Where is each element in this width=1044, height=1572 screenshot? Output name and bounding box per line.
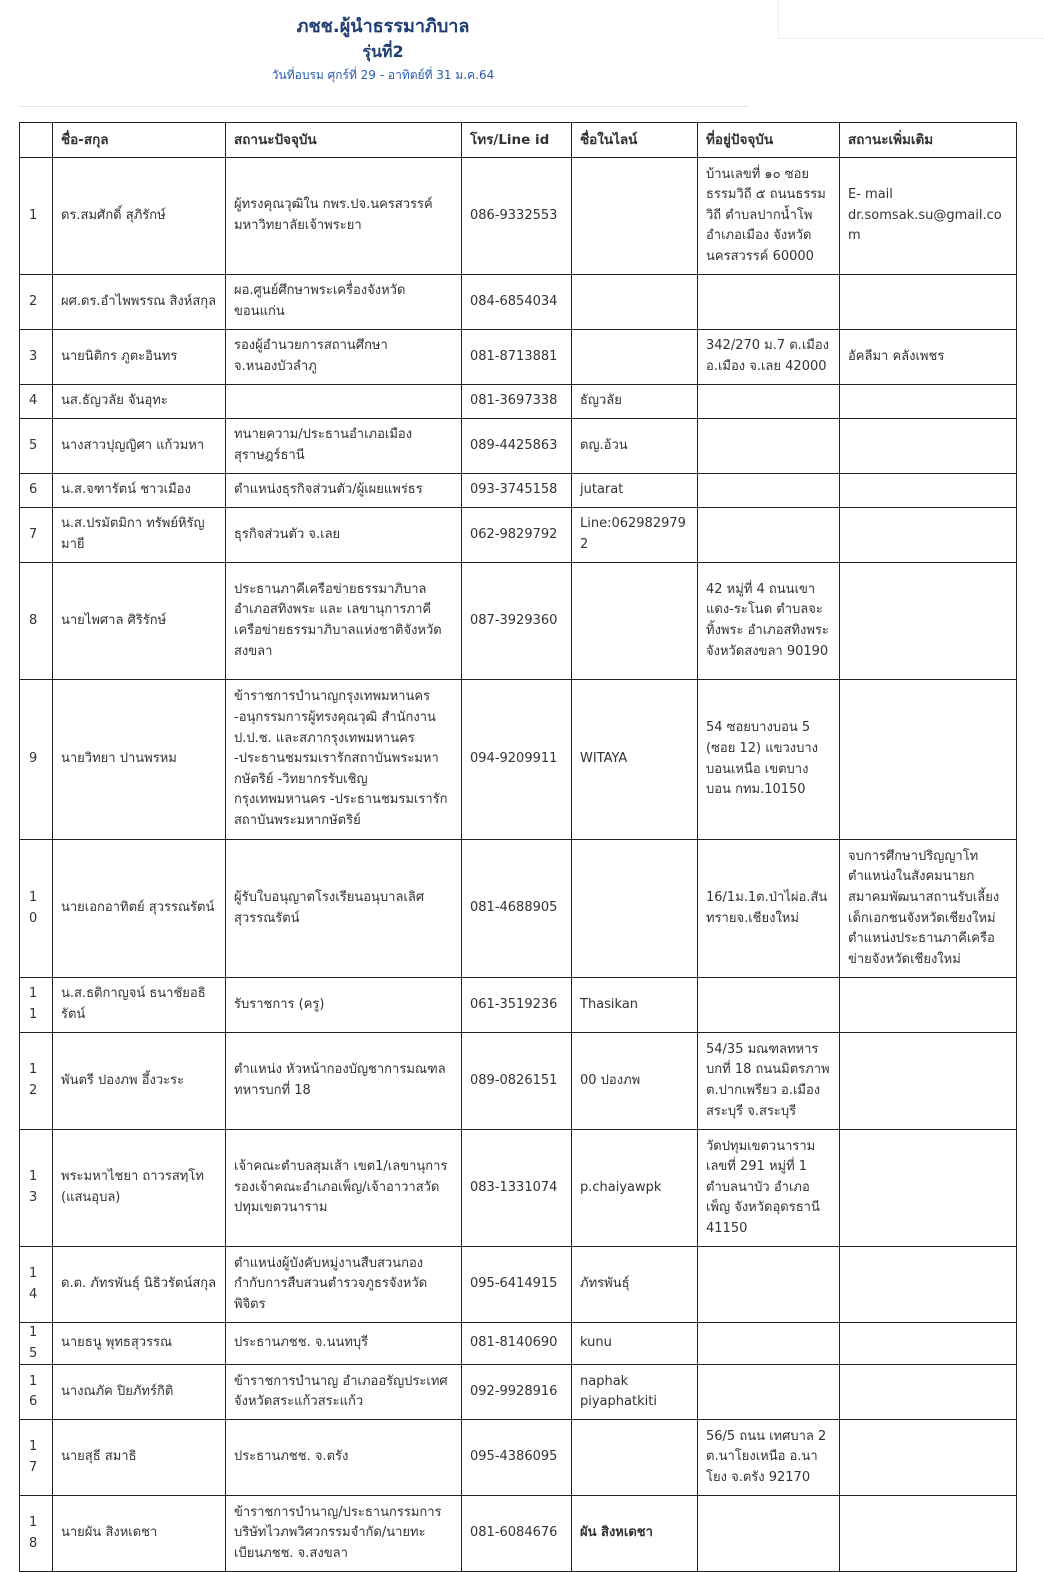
table-row — [20, 1247, 1017, 1323]
table-row — [20, 978, 1017, 1033]
page-header — [18, 0, 748, 107]
row-number: 16 — [20, 1365, 53, 1420]
additional-info — [840, 419, 1017, 474]
phone-number: 086-9332553 — [462, 158, 572, 275]
current-status: ผู้ทรงคุณวุฒิใน กพร.ปจ.นครสวรรค์ มหาวิทยาลัยเจ้าพระยา — [226, 158, 462, 275]
participant-name: พระมหาไชยา ถาวรสทฺโท (แสนอุบล) — [53, 1130, 226, 1247]
current-address — [698, 419, 840, 474]
table-row — [20, 1365, 1017, 1420]
current-status: รับราชการ (ครู) — [226, 978, 462, 1033]
current-status — [226, 385, 462, 419]
phone-number: 081-3697338 — [462, 385, 572, 419]
current-status: ตำแหน่ง หัวหน้ากองบัญชาการมณฑลทหารบกที่ 18 — [226, 1033, 462, 1130]
table-row — [20, 385, 1017, 419]
additional-info — [840, 1130, 1017, 1247]
table-row — [20, 158, 1017, 275]
training-date: วันที่อบรม ศุกร์ที่ 29 - อาทิตย์ที่ 31 ม.ค.64 — [271, 68, 495, 82]
row-number: 11 — [20, 978, 53, 1033]
line-name: p.chaiyawpk — [572, 1130, 698, 1247]
table-row — [20, 840, 1017, 978]
participant-name: ดร.สมศักดิ์ สุภิรักษ์ — [53, 158, 226, 275]
additional-info — [840, 1496, 1017, 1572]
table-row — [20, 1033, 1017, 1130]
column-header-line-name: ชื่อในไลน์ — [572, 123, 698, 158]
participant-name: น.ส.ธติกาญจน์ ธนาชัยอธิรัตน์ — [53, 978, 226, 1033]
top-right-panel — [778, 0, 1044, 39]
current-address — [698, 1365, 840, 1420]
phone-number: 081-4688905 — [462, 840, 572, 978]
phone-number: 083-1331074 — [462, 1130, 572, 1247]
table-row — [20, 1323, 1017, 1365]
row-number: 2 — [20, 275, 53, 330]
phone-number: 094-9209911 — [462, 680, 572, 840]
participant-name: พันตรี ปองภพ อึ้งวะระ — [53, 1033, 226, 1130]
column-header-name: ชื่อ-สกุล — [53, 123, 226, 158]
phone-number: 081-6084676 — [462, 1496, 572, 1572]
additional-info — [840, 385, 1017, 419]
participant-name: นายผัน สิงหเดชา — [53, 1496, 226, 1572]
additional-info — [840, 680, 1017, 840]
row-number: 1 — [20, 158, 53, 275]
table-header-row — [20, 123, 1017, 158]
line-name: ดญ.อ้วน — [572, 419, 698, 474]
line-name: WITAYA — [572, 680, 698, 840]
phone-number: 084-6854034 — [462, 275, 572, 330]
participant-name: นายเอกอาทิตย์ สุวรรณรัตน์ — [53, 840, 226, 978]
additional-info — [840, 1420, 1017, 1496]
additional-info — [840, 563, 1017, 680]
additional-info — [840, 1247, 1017, 1323]
line-name: Line:0629829792 — [572, 508, 698, 563]
line-name: kunu — [572, 1323, 698, 1365]
table-row — [20, 1130, 1017, 1247]
current-status: ตำแหน่งผู้บังคับหมู่งานสืบสวนกองกำกับการสืบสวนตำรวจภูธรจังหวัดพิจิตร — [226, 1247, 462, 1323]
participant-name: ด.ต. ภัทรพันธุ์ นิธิวรัตน์สกุล — [53, 1247, 226, 1323]
phone-number: 092-9928916 — [462, 1365, 572, 1420]
current-address — [698, 385, 840, 419]
current-status: ผอ.ศูนย์ศึกษาพระเครื่องจังหวัดขอนแก่น — [226, 275, 462, 330]
current-status: ข้าราชการบำนาญ อำเภออรัญประเทศ จังหวัดสระแก้วสระแก้ว — [226, 1365, 462, 1420]
phone-number: 093-3745158 — [462, 474, 572, 508]
current-status: ผู้รับใบอนุญาตโรงเรียนอนุบาลเลิศสุวรรณรัตน์ — [226, 840, 462, 978]
line-name — [572, 840, 698, 978]
line-name: Thasikan — [572, 978, 698, 1033]
additional-info — [840, 978, 1017, 1033]
participant-name: นส.ธัญวลัย จันอุทะ — [53, 385, 226, 419]
participant-name: นายธนู พุทธสุวรรณ — [53, 1323, 226, 1365]
line-name — [572, 1420, 698, 1496]
current-status: ประธานภาคีเครือข่ายธรรมาภิบาลอำเภอสทิงพระ และ เลขานุการภาคีเครือข่ายธรรมาภิบาลแห่งชาติจังหวัดสงขลา — [226, 563, 462, 680]
row-number: 17 — [20, 1420, 53, 1496]
table-row — [20, 275, 1017, 330]
line-name: ผัน สิงหเดชา — [572, 1496, 698, 1572]
line-name: naphak piyaphatkiti — [572, 1365, 698, 1420]
row-number: 4 — [20, 385, 53, 419]
additional-info — [840, 275, 1017, 330]
row-number: 12 — [20, 1033, 53, 1130]
line-name — [572, 563, 698, 680]
table-row — [20, 508, 1017, 563]
current-address — [698, 275, 840, 330]
current-address: 56/5 ถนน เทศบาล 2 ต.นาโยงเหนือ อ.นาโยง จ.ตรัง 92170 — [698, 1420, 840, 1496]
phone-number: 087-3929360 — [462, 563, 572, 680]
row-number: 9 — [20, 680, 53, 840]
current-address: 54 ซอยบางบอน 5 (ซอย 12) แขวงบางบอนเหนือ เขตบางบอน กทม.10150 — [698, 680, 840, 840]
participant-name: น.ส.ปรมัตมิกา ทรัพย์หิรัญมายี — [53, 508, 226, 563]
line-name: ธัญวลัย — [572, 385, 698, 419]
phone-number: 062-9829792 — [462, 508, 572, 563]
current-status: ประธานภชช. จ.นนทบุรี — [226, 1323, 462, 1365]
row-number: 7 — [20, 508, 53, 563]
participant-name: นางสาวปุญญิศา แก้วมหา — [53, 419, 226, 474]
page-subtitle: รุ่นที่2 — [362, 42, 404, 61]
current-address: 54/35 มณฑลทหารบกที่ 18 ถนนมิตรภาพ ต.ปากเพรียว อ.เมือง สระบุรี จ.สระบุรี — [698, 1033, 840, 1130]
row-number: 18 — [20, 1496, 53, 1572]
additional-info: E- mail dr.somsak.su@gmail.com — [840, 158, 1017, 275]
participant-name: ผศ.ดร.อำไพพรรณ สิงห์สกุล — [53, 275, 226, 330]
additional-info — [840, 508, 1017, 563]
additional-info — [840, 1365, 1017, 1420]
participant-name: นางณภัค ปิยภัทร์กิติ — [53, 1365, 226, 1420]
column-header-status: สถานะปัจจุบัน — [226, 123, 462, 158]
row-number: 15 — [20, 1323, 53, 1365]
current-address — [698, 1247, 840, 1323]
participant-table — [19, 122, 1017, 1572]
table-row — [20, 1420, 1017, 1496]
current-status: ธุรกิจส่วนตัว จ.เลย — [226, 508, 462, 563]
participant-name: นายนิติกร ภูตะอินทร — [53, 330, 226, 385]
line-name — [572, 275, 698, 330]
row-number: 13 — [20, 1130, 53, 1247]
phone-number: 089-0826151 — [462, 1033, 572, 1130]
additional-info — [840, 1033, 1017, 1130]
current-address: บ้านเลขที่ ๑๐ ซอยธรรมวิถี ๕ ถนนธรรมวิถี ตำบลปากน้ำโพ อำเภอเมือง จังหวัดนครสวรรค์ 60000 — [698, 158, 840, 275]
line-name: ภัทรพันธุ์ — [572, 1247, 698, 1323]
table-row — [20, 474, 1017, 508]
phone-number: 089-4425863 — [462, 419, 572, 474]
table-row — [20, 680, 1017, 840]
current-address — [698, 508, 840, 563]
additional-info: จบการศึกษาปริญญาโท ตำแหน่งในสังคมนายกสมาคมพัฒนาสถานรับเลี้ยงเด็กเอกชนจังหวัดเชียงใหม่ ตำแหน่งประธานภาคีเครือข่ายจังหวัดเชียงใหม่ — [840, 840, 1017, 978]
participant-name: นายวิทยา ปานพรหม — [53, 680, 226, 840]
current-status: ทนายความ/ประธานอำเภอเมืองสุราษฎร์ธานี — [226, 419, 462, 474]
row-number: 6 — [20, 474, 53, 508]
row-number: 10 — [20, 840, 53, 978]
current-status: ข้าราชการบำนาญ/ประธานกรรมการบริษัทไวภพวิศวกรรมจำกัด/นายทะเบียนภชช. จ.สงขลา — [226, 1496, 462, 1572]
current-address — [698, 1496, 840, 1572]
current-address — [698, 1323, 840, 1365]
column-header-address: ที่อยู่ปัจจุบัน — [698, 123, 840, 158]
row-number: 5 — [20, 419, 53, 474]
table-row — [20, 1496, 1017, 1572]
row-number: 8 — [20, 563, 53, 680]
table-row — [20, 563, 1017, 680]
current-status: เจ้าคณะตำบลสุมเส้า เขต1/เลขานุการรองเจ้าคณะอำเภอเพ็ญ/เจ้าอาวาสวัดปทุมเขตวนาราม — [226, 1130, 462, 1247]
line-name: 00 ปองภพ — [572, 1033, 698, 1130]
current-address — [698, 978, 840, 1033]
phone-number: 081-8140690 — [462, 1323, 572, 1365]
page-title: ภชช.ผู้นำธรรมาภิบาล — [296, 16, 470, 37]
current-address: 342/270 ม.7 ต.เมือง อ.เมือง จ.เลย 42000 — [698, 330, 840, 385]
phone-number: 095-6414915 — [462, 1247, 572, 1323]
table-row — [20, 419, 1017, 474]
row-number: 3 — [20, 330, 53, 385]
current-status: ข้าราชการบำนาญกรุงเทพมหานคร -อนุกรรมการผู้ทรงคุณวุฒิ สำนักงาน ป.ป.ช. และสภากรุงเทพมหานคร -ประธานชมรมเรารักสถาบันพระมหากษัตริย์ -วิทยากรรับเชิญกรุงเทพมหานคร -ประธานชมรมเรารักสถาบันพระมหากษัตริย์ — [226, 680, 462, 840]
participant-name: นายสุธี สมาธิ — [53, 1420, 226, 1496]
additional-info: อัคลีมา คลังเพชร — [840, 330, 1017, 385]
column-header-phone: โทร/Line id — [462, 123, 572, 158]
phone-number: 061-3519236 — [462, 978, 572, 1033]
table-row — [20, 330, 1017, 385]
current-address — [698, 474, 840, 508]
additional-info — [840, 474, 1017, 508]
current-status: ประธานภชช. จ.ตรัง — [226, 1420, 462, 1496]
current-status: ตำแหน่งธุรกิจส่วนตัว/ผู้เผยแพร่ธร — [226, 474, 462, 508]
additional-info — [840, 1323, 1017, 1365]
participant-name: นายไพศาล ศิริรักษ์ — [53, 563, 226, 680]
current-address: วัดปทุมเขตวนาราม เลขที่ 291 หมู่ที่ 1 ตำบลนาบัว อำเภอเพ็ญ จังหวัดอุดรธานี 41150 — [698, 1130, 840, 1247]
participant-name: น.ส.จฑารัตน์ ชาวเมือง — [53, 474, 226, 508]
column-header-extra: สถานะเพิ่มเติม — [840, 123, 1017, 158]
row-number: 14 — [20, 1247, 53, 1323]
line-name: jutarat — [572, 474, 698, 508]
column-header-no — [20, 123, 53, 158]
phone-number: 095-4386095 — [462, 1420, 572, 1496]
line-name — [572, 158, 698, 275]
current-status: รองผู้อำนวยการสถานศึกษา จ.หนองบัวลำภู — [226, 330, 462, 385]
line-name — [572, 330, 698, 385]
current-address: 16/1ม.1ต.ป่าไผ่อ.สันทรายจ.เชียงใหม่ — [698, 840, 840, 978]
current-address: 42 หมู่ที่ 4 ถนนเขาแดง-ระโนด ตำบลจะทิ้งพระ อำเภอสทิงพระ จังหวัดสงขลา 90190 — [698, 563, 840, 680]
phone-number: 081-8713881 — [462, 330, 572, 385]
